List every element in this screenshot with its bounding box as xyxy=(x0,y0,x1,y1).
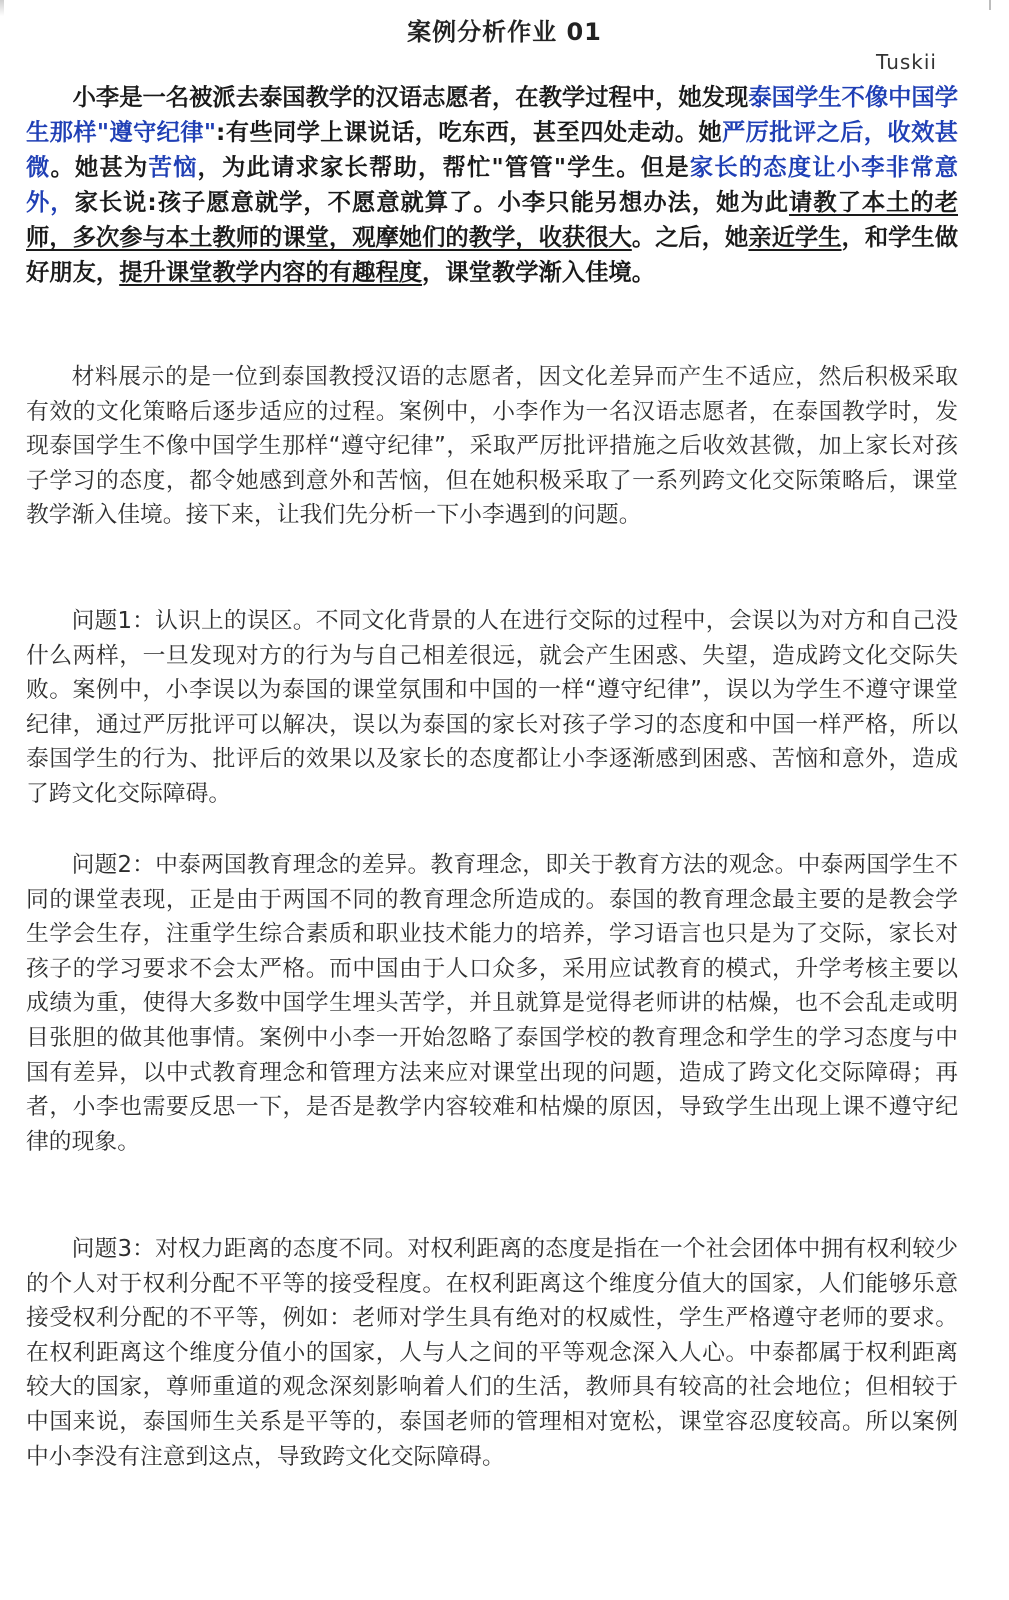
case-text: 小李是一名被派去泰国教学的汉语志愿者，在教学过程中，她发现 xyxy=(72,84,749,111)
case-text: 。她甚为 xyxy=(50,154,149,181)
case-underline: 提升课堂教学内容的有趣程度 xyxy=(119,259,423,286)
case-text: :有些同学上课说话，吃东西，甚至四处走动。她 xyxy=(216,119,722,146)
case-underline: 请教了本土的老师，多次参与本土教师的课堂，观摩她们的教学，收获很大 xyxy=(26,189,958,251)
problem-2-paragraph: 问题2：中泰两国教育理念的差异。教育理念，即关于教育方法的观念。中泰两国学生不同的课堂表现，正是由于两国不同的教育理念所造成的。泰国的教育理念最主要的是教会学生学会生存，注重学生综合素质和职业技术能力的培养，学习语言也只是为了交际，家长对孩子的学习要求不会太严格。而中国由于人口众多，采用应试教育的模式，升学考核主要以成绩为重，使得大多数中国学生埋头苦学，并且就算是觉得老师讲的枯燥，也不会乱走或明目张胆的做其他事情。案例中小李一开始忽略了泰国学校的教育理念和学生的学习态度与中国有差异，以中式教育理念和管理方法来应对课堂出现的问题，造成了跨文化交际障碍；再者，小李也需要反思一下，是否是教学内容较难和枯燥的原因，导致学生出现上课不遵守纪律的现象。 xyxy=(26,852,958,1155)
case-text: 。之后，她 xyxy=(631,224,749,251)
case-highlight: 严厉批评之后，收效甚微 xyxy=(26,119,958,181)
problem-3-paragraph: 问题3：对权力距离的态度不同。对权利距离的态度是指在一个社会团体中拥有权利较少的个人对于权利分配不平等的接受程度。在权利距离这个维度分值大的国家，人们能够乐意接受权利分配的不平等，例如：老师对学生具有绝对的权威性，学生严格遵守老师的要求。在权利距离这个维度分值小的国家，人与人之间的平等观念深入人心。中泰都属于权利距离较大的国家，尊师重道的观念深刻影响着人们的生活，教师具有较高的社会地位；但相较于中国来说，泰国师生关系是平等的，泰国老师的管理相对宽松，课堂容忍度较高。所以案例中小李没有注意到这点，导致跨文化交际障碍。 xyxy=(26,1236,958,1470)
problem-1-paragraph: 问题1：认识上的误区。不同文化背景的人在进行交际的过程中，会误以为对方和自己没什么两样，一旦发现对方的行为与自己相差很远，就会产生困惑、失望，造成跨文化交际失败。案例中，小李误以为泰国的课堂氛围和中国的一样“遵守纪律”，误以为学生不遵守课堂纪律，通过严厉批评可以解决，误以为泰国的家长对孩子学习的态度和中国一样严格，所以泰国学生的行为、批评后的效果以及家长的态度都让小李逐渐感到困惑、苦恼和意外，造成了跨文化交际障碍。 xyxy=(26,608,958,807)
case-underline: 亲近学生 xyxy=(748,224,842,251)
author-name: Tuskii xyxy=(876,50,937,74)
page-title: 案例分析作业 01 xyxy=(407,18,602,46)
page-corner-mark xyxy=(989,0,991,10)
case-highlight: 家长的态度让小李非常意外， xyxy=(26,154,959,216)
case-text: ，和学生做好朋友， xyxy=(26,224,959,286)
case-paragraph xyxy=(26,80,958,290)
case-highlight: 泰国学生不像中国学生那样"遵守纪律" xyxy=(26,84,959,146)
analysis-intro-paragraph: 材料展示的是一位到泰国教授汉语的志愿者，因文化差异而产生不适应，然后积极采取有效的文化策略后逐步适应的过程。案例中，小李作为一名汉语志愿者，在泰国教学时，发现泰国学生不像中国学生那样“遵守纪律”，采取严厉批评措施之后收效甚微，加上家长对孩子学习的态度，都令她感到意外和苦恼，但在她积极采取了一系列跨文化交际策略后，课堂教学渐入佳境。接下来，让我们先分析一下小李遇到的问题。 xyxy=(26,364,958,529)
case-text: ，为此请求家长帮助，帮忙"管管"学生。但是 xyxy=(197,154,690,181)
case-text: ，课堂教学渐入佳境。 xyxy=(422,259,656,286)
case-text: 家长说:孩子愿意就学，不愿意就算了。小李只能另想办法，她为此 xyxy=(74,189,790,216)
case-highlight: 苦恼 xyxy=(148,154,198,181)
